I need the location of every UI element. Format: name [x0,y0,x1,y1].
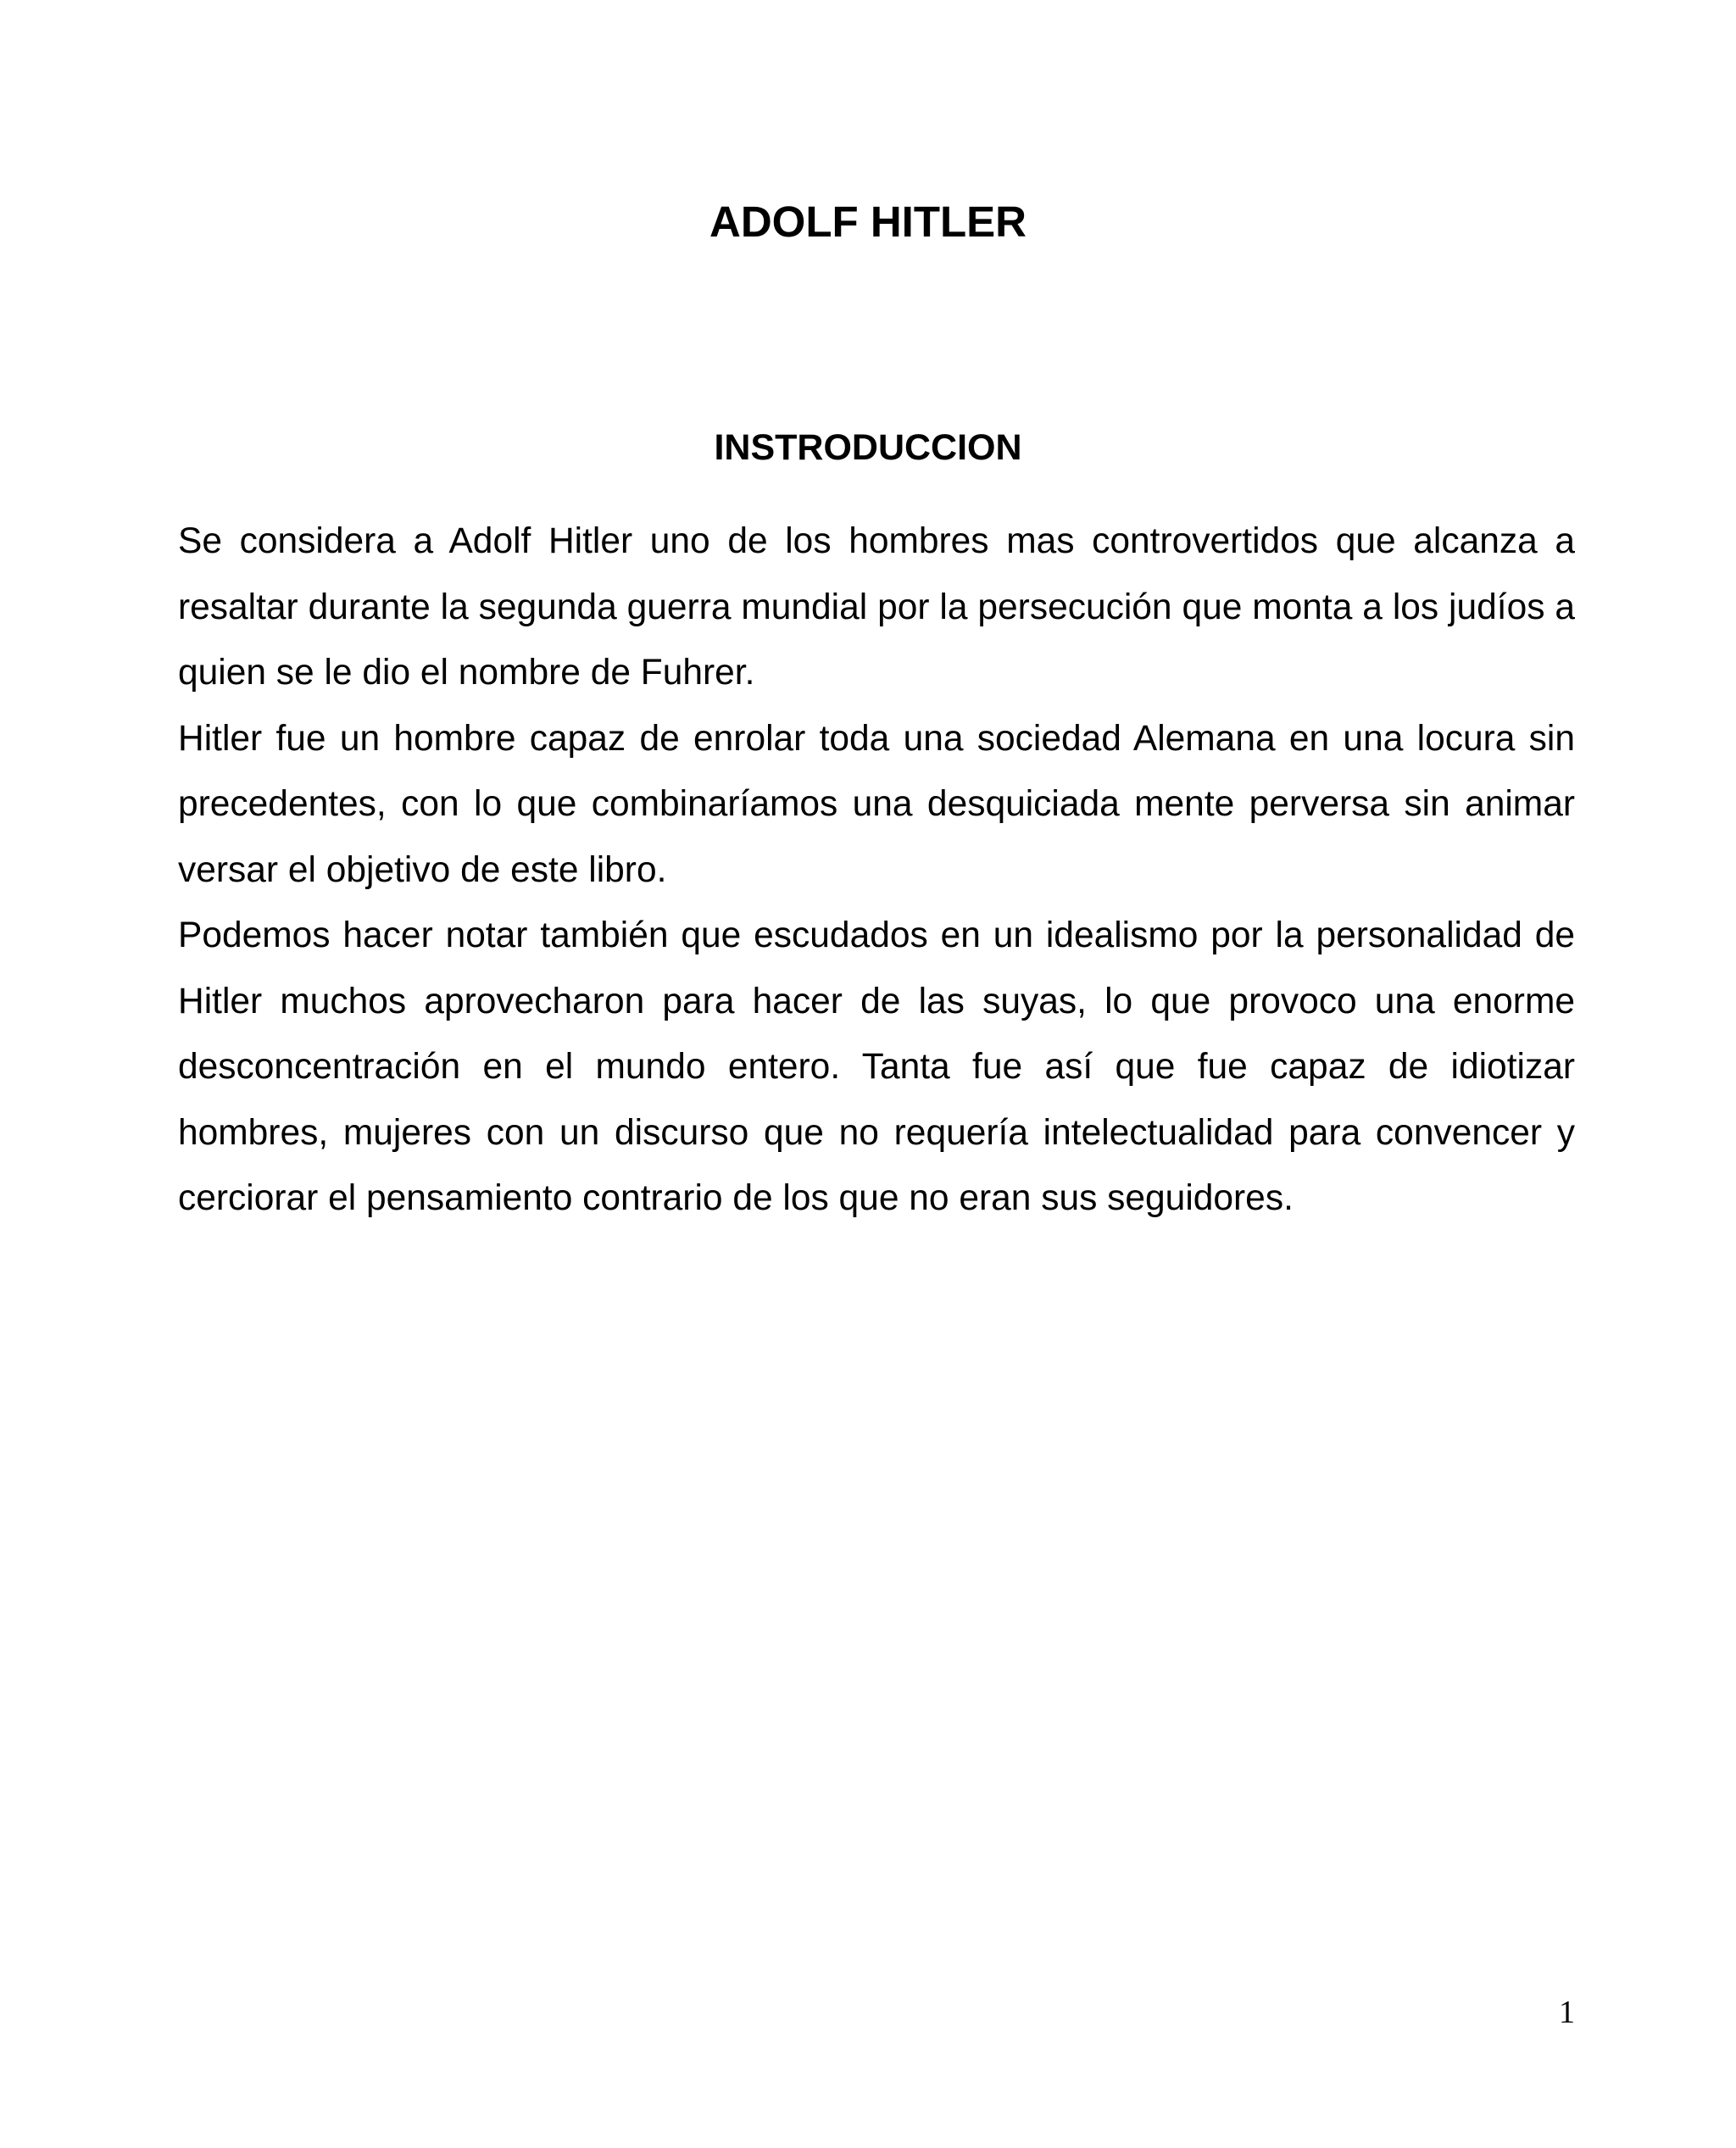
page-number: 1 [1559,1995,1575,2030]
paragraph-2: Hitler fue un hombre capaz de enrolar toda una sociedad Alemana en una locura sin precedentes, con lo que combinaríamos una desquiciada mente perversa sin animar versar el objetivo de este libro. [178,718,1575,890]
page-title: ADOLF HITLER [709,198,1027,246]
section-heading: INSTRODUCCION [714,427,1022,468]
paragraph-3: Podemos hacer notar también que escudados en un idealismo por la personalidad de Hitler muchos aprovecharon para hacer de las suyas, lo que provoco una enorme desconcentración en el mundo entero. Tanta fue así que fue capaz de idiotizar hombres, mujeres con un discurso que no requería intelectualidad para convencer y cerciorar el pensamiento contrario de los que no eran sus seguidores. [178,915,1575,1218]
paragraph-1: Se considera a Adolf Hitler uno de los hombres mas controvertidos que alcanza a resaltar durante la segunda guerra mundial por la persecución que monta a los judíos a quien se le dio el nombre de Fuhrer. [178,521,1575,693]
body-text [178,509,1575,1232]
